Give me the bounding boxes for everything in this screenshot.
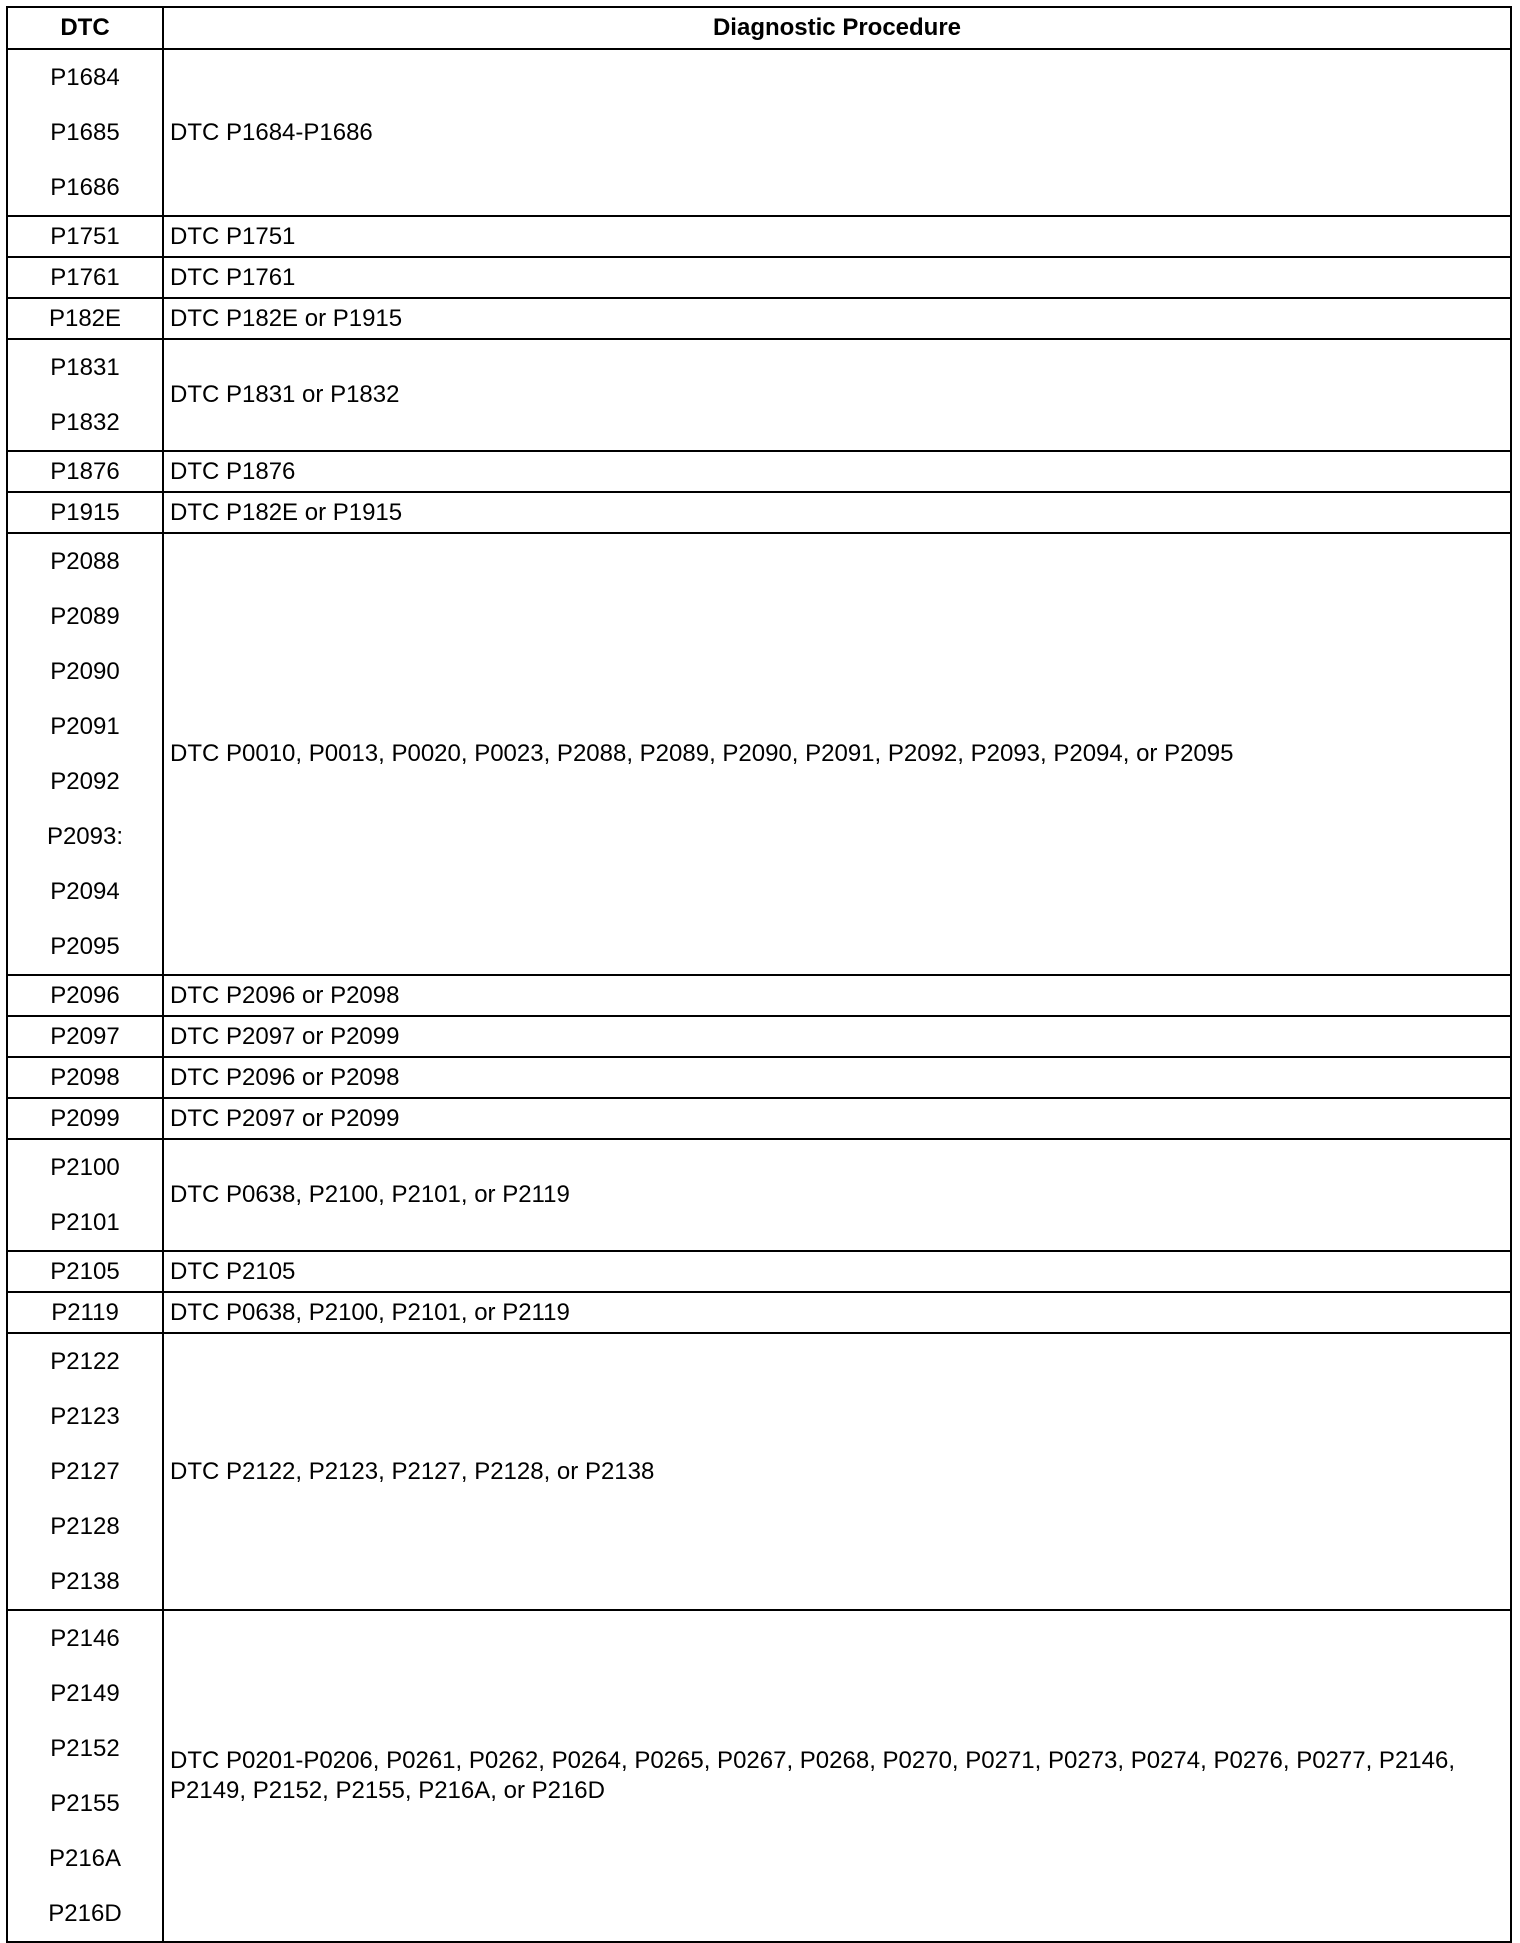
dtc-code: P2088 xyxy=(50,548,120,575)
dtc-code: P2096 xyxy=(50,982,120,1009)
dtc-code: P2098 xyxy=(50,1064,120,1091)
dtc-code: P182E xyxy=(48,305,122,332)
diagnostic-procedure-cell: DTC P0201-P0206, P0261, P0262, P0264, P0265, P0267, P0268, P0270, P0271, P0273, P0274, P0276, P0277, P2146, P2149, P2152, P2155, P216A, or P216D xyxy=(163,1610,1511,1942)
table-row xyxy=(7,533,1511,975)
dtc-code: P1684 xyxy=(50,64,120,91)
dtc-code: P2089 xyxy=(50,603,120,630)
diagnostic-procedure-cell: DTC P0638, P2100, P2101, or P2119 xyxy=(163,1292,1511,1333)
dtc-code: P2122 xyxy=(50,1348,120,1375)
dtc-cell xyxy=(7,1139,163,1251)
dtc-code: P2097 xyxy=(50,1023,120,1050)
diagnostic-procedure-cell: DTC P2097 or P2099 xyxy=(163,1098,1511,1139)
header-dtc: DTC xyxy=(7,7,163,49)
dtc-code: P2149 xyxy=(50,1680,120,1707)
dtc-code: P2155 xyxy=(50,1790,120,1817)
diagnostic-procedure-cell: DTC P0010, P0013, P0020, P0023, P2088, P2089, P2090, P2091, P2092, P2093, P2094, or P2095 xyxy=(163,533,1511,975)
dtc-cell xyxy=(7,1333,163,1610)
dtc-cell xyxy=(7,1098,163,1139)
dtc-code: P2101 xyxy=(50,1209,120,1236)
dtc-code: P2095 xyxy=(50,933,120,960)
dtc-code: P2100 xyxy=(50,1154,120,1181)
table-row xyxy=(7,1098,1511,1139)
diagnostic-procedure-cell: DTC P2097 or P2099 xyxy=(163,1016,1511,1057)
dtc-code: P1915 xyxy=(50,499,120,526)
dtc-cell xyxy=(7,533,163,975)
dtc-code: P216A xyxy=(48,1845,122,1872)
diagnostic-procedure-cell: DTC P2122, P2123, P2127, P2128, or P2138 xyxy=(163,1333,1511,1610)
diagnostic-procedure-cell: DTC P1751 xyxy=(163,216,1511,257)
dtc-code: P2099 xyxy=(50,1105,120,1132)
table-row xyxy=(7,49,1511,216)
dtc-code: P2123 xyxy=(50,1403,120,1430)
diagnostic-procedure-cell: DTC P182E or P1915 xyxy=(163,492,1511,533)
diagnostic-procedure-cell: DTC P1831 or P1832 xyxy=(163,339,1511,451)
dtc-code: P1685 xyxy=(50,119,120,146)
dtc-code: P2090 xyxy=(50,658,120,685)
diagnostic-procedure-cell: DTC P1876 xyxy=(163,451,1511,492)
dtc-cell xyxy=(7,975,163,1016)
diagnostic-procedure-cell: DTC P2096 or P2098 xyxy=(163,975,1511,1016)
dtc-code: P216D xyxy=(48,1900,122,1927)
table-row xyxy=(7,216,1511,257)
dtc-code: P1751 xyxy=(50,223,120,250)
dtc-code: P2152 xyxy=(50,1735,120,1762)
dtc-code: P2105 xyxy=(50,1258,120,1285)
table-row xyxy=(7,1292,1511,1333)
dtc-code: P2119 xyxy=(51,1299,119,1326)
dtc-cell xyxy=(7,339,163,451)
dtc-code: P1761 xyxy=(50,264,120,291)
table-row xyxy=(7,975,1511,1016)
diagnostic-procedure-cell: DTC P1684-P1686 xyxy=(163,49,1511,216)
dtc-code: P2094 xyxy=(50,878,120,905)
table-row xyxy=(7,339,1511,451)
table-row xyxy=(7,1610,1511,1942)
dtc-cell xyxy=(7,1057,163,1098)
dtc-cell xyxy=(7,1016,163,1057)
diagnostic-procedure-cell: DTC P2105 xyxy=(163,1251,1511,1292)
table-row xyxy=(7,298,1511,339)
dtc-code: P2127 xyxy=(50,1458,120,1485)
table-body xyxy=(7,49,1511,1942)
table-header xyxy=(7,7,1511,49)
dtc-code: P2138 xyxy=(50,1568,120,1595)
table-row xyxy=(7,1057,1511,1098)
dtc-cell xyxy=(7,1610,163,1942)
table-row xyxy=(7,1251,1511,1292)
diagnostic-procedure-cell: DTC P1761 xyxy=(163,257,1511,298)
dtc-cell xyxy=(7,49,163,216)
table-row xyxy=(7,492,1511,533)
dtc-code: P2092 xyxy=(50,768,120,795)
dtc-code: P2093: xyxy=(46,823,124,850)
dtc-code: P1831 xyxy=(50,354,120,381)
diagnostic-procedure-cell: DTC P2096 or P2098 xyxy=(163,1057,1511,1098)
dtc-cell xyxy=(7,451,163,492)
dtc-cell xyxy=(7,1251,163,1292)
dtc-code: P2128 xyxy=(50,1513,120,1540)
diagnostic-procedure-cell: DTC P0638, P2100, P2101, or P2119 xyxy=(163,1139,1511,1251)
header-diagnostic-procedure: Diagnostic Procedure xyxy=(163,7,1511,49)
dtc-cell xyxy=(7,1292,163,1333)
dtc-cell xyxy=(7,257,163,298)
diagnostic-procedure-cell: DTC P182E or P1915 xyxy=(163,298,1511,339)
dtc-code: P2146 xyxy=(50,1625,120,1652)
dtc-code: P1876 xyxy=(50,458,120,485)
table-row xyxy=(7,1333,1511,1610)
dtc-code: P1686 xyxy=(50,174,120,201)
dtc-table xyxy=(6,6,1512,1943)
table-row xyxy=(7,1139,1511,1251)
dtc-code: P1832 xyxy=(50,409,120,436)
dtc-code: P2091 xyxy=(50,713,120,740)
header-row xyxy=(7,7,1511,49)
table-row xyxy=(7,1016,1511,1057)
dtc-cell xyxy=(7,298,163,339)
table-row xyxy=(7,257,1511,298)
dtc-cell xyxy=(7,492,163,533)
dtc-cell xyxy=(7,216,163,257)
table-row xyxy=(7,451,1511,492)
